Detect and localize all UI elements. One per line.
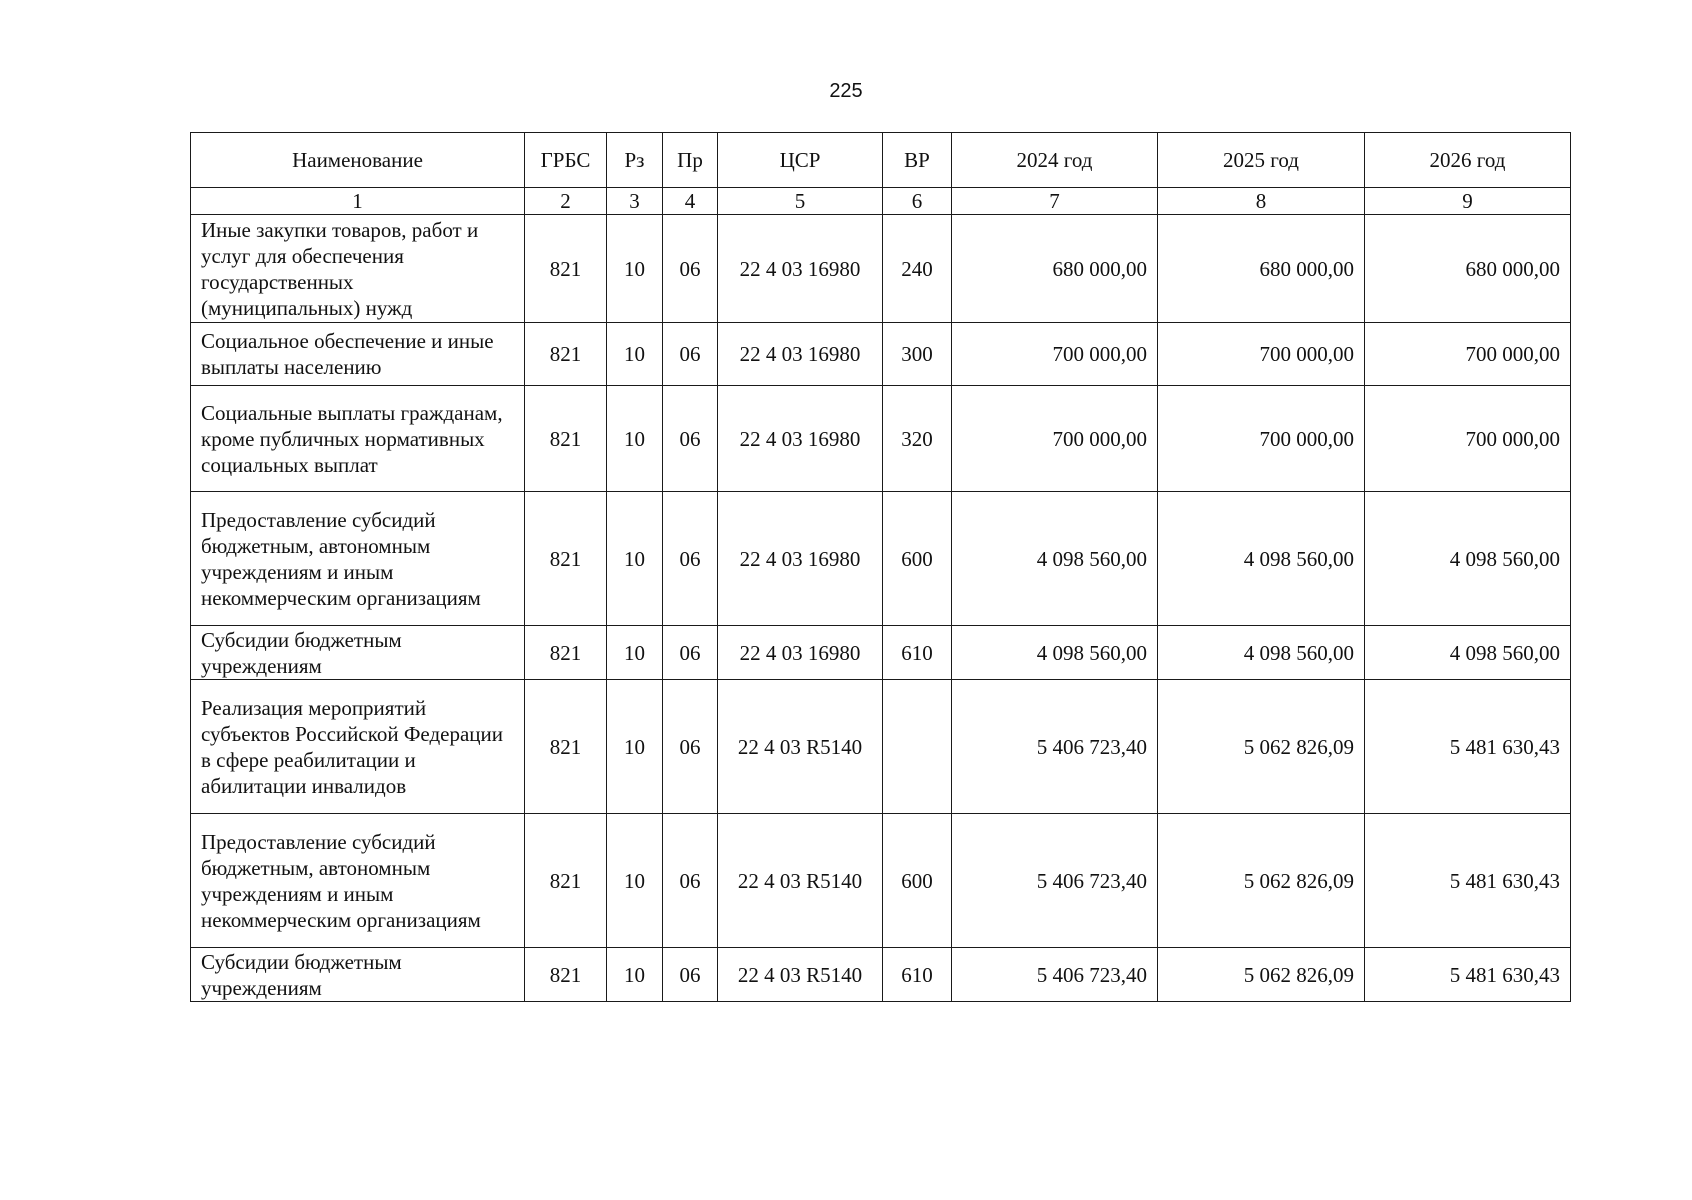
row-2026: 680 000,00 bbox=[1365, 215, 1571, 323]
row-rz: 10 bbox=[607, 492, 663, 626]
column-number: 4 bbox=[663, 188, 718, 215]
row-2026: 5 481 630,43 bbox=[1365, 814, 1571, 948]
row-pr: 06 bbox=[663, 626, 718, 680]
header-2024: 2024 год bbox=[952, 133, 1158, 188]
row-grbs: 821 bbox=[525, 680, 607, 814]
row-2025: 700 000,00 bbox=[1158, 323, 1365, 386]
table-row bbox=[191, 814, 1571, 948]
row-name: Субсидии бюджетным учреждениям bbox=[191, 626, 525, 680]
header-csr: ЦСР bbox=[718, 133, 883, 188]
header-grbs: ГРБС bbox=[525, 133, 607, 188]
row-pr: 06 bbox=[663, 215, 718, 323]
column-number: 1 bbox=[191, 188, 525, 215]
column-number: 3 bbox=[607, 188, 663, 215]
row-2024: 5 406 723,40 bbox=[952, 680, 1158, 814]
row-pr: 06 bbox=[663, 323, 718, 386]
row-name: Социальные выплаты гражданам, кроме публичных нормативных социальных выплат bbox=[191, 386, 525, 492]
row-pr: 06 bbox=[663, 814, 718, 948]
row-rz: 10 bbox=[607, 386, 663, 492]
table-row bbox=[191, 386, 1571, 492]
column-number: 7 bbox=[952, 188, 1158, 215]
page-number: 225 bbox=[829, 80, 863, 102]
row-2026: 5 481 630,43 bbox=[1365, 680, 1571, 814]
row-rz: 10 bbox=[607, 814, 663, 948]
row-name: Реализация мероприятий субъектов Российской Федерации в сфере реабилитации и абилитации инвалидов bbox=[191, 680, 525, 814]
header-name: Наименование bbox=[191, 133, 525, 188]
table-row bbox=[191, 492, 1571, 626]
row-csr: 22 4 03 R5140 bbox=[718, 680, 883, 814]
row-pr: 06 bbox=[663, 492, 718, 626]
row-2024: 4 098 560,00 bbox=[952, 492, 1158, 626]
row-rz: 10 bbox=[607, 323, 663, 386]
table-row bbox=[191, 215, 1571, 323]
row-2026: 4 098 560,00 bbox=[1365, 626, 1571, 680]
row-grbs: 821 bbox=[525, 323, 607, 386]
row-csr: 22 4 03 R5140 bbox=[718, 948, 883, 1002]
row-2025: 5 062 826,09 bbox=[1158, 814, 1365, 948]
column-number: 8 bbox=[1158, 188, 1365, 215]
row-grbs: 821 bbox=[525, 386, 607, 492]
row-2025: 700 000,00 bbox=[1158, 386, 1365, 492]
column-number: 9 bbox=[1365, 188, 1571, 215]
budget-table bbox=[190, 132, 1571, 1002]
row-grbs: 821 bbox=[525, 948, 607, 1002]
row-rz: 10 bbox=[607, 626, 663, 680]
row-2026: 5 481 630,43 bbox=[1365, 948, 1571, 1002]
row-rz: 10 bbox=[607, 215, 663, 323]
table-row bbox=[191, 680, 1571, 814]
row-2024: 700 000,00 bbox=[952, 386, 1158, 492]
row-rz: 10 bbox=[607, 680, 663, 814]
row-name: Предоставление субсидий бюджетным, автономным учреждениям и иным некоммерческим организациям bbox=[191, 814, 525, 948]
row-vr: 320 bbox=[883, 386, 952, 492]
column-number: 5 bbox=[718, 188, 883, 215]
row-name: Субсидии бюджетным учреждениям bbox=[191, 948, 525, 1002]
row-2025: 680 000,00 bbox=[1158, 215, 1365, 323]
row-csr: 22 4 03 R5140 bbox=[718, 814, 883, 948]
row-vr: 300 bbox=[883, 323, 952, 386]
column-number: 6 bbox=[883, 188, 952, 215]
table-row bbox=[191, 948, 1571, 1002]
table-row bbox=[191, 626, 1571, 680]
row-pr: 06 bbox=[663, 948, 718, 1002]
row-csr: 22 4 03 16980 bbox=[718, 323, 883, 386]
header-rz: Рз bbox=[607, 133, 663, 188]
row-2026: 4 098 560,00 bbox=[1365, 492, 1571, 626]
row-grbs: 821 bbox=[525, 492, 607, 626]
row-vr bbox=[883, 680, 952, 814]
row-pr: 06 bbox=[663, 386, 718, 492]
row-2026: 700 000,00 bbox=[1365, 386, 1571, 492]
header-pr: Пр bbox=[663, 133, 718, 188]
row-csr: 22 4 03 16980 bbox=[718, 386, 883, 492]
row-csr: 22 4 03 16980 bbox=[718, 215, 883, 323]
header-row bbox=[191, 133, 1571, 188]
row-2024: 700 000,00 bbox=[952, 323, 1158, 386]
row-vr: 610 bbox=[883, 626, 952, 680]
row-csr: 22 4 03 16980 bbox=[718, 626, 883, 680]
row-2025: 4 098 560,00 bbox=[1158, 492, 1365, 626]
row-vr: 610 bbox=[883, 948, 952, 1002]
row-vr: 600 bbox=[883, 814, 952, 948]
row-grbs: 821 bbox=[525, 215, 607, 323]
row-2024: 5 406 723,40 bbox=[952, 948, 1158, 1002]
row-2024: 4 098 560,00 bbox=[952, 626, 1158, 680]
row-grbs: 821 bbox=[525, 626, 607, 680]
row-2025: 5 062 826,09 bbox=[1158, 948, 1365, 1002]
header-2026: 2026 год bbox=[1365, 133, 1571, 188]
row-vr: 600 bbox=[883, 492, 952, 626]
header-vr: ВР bbox=[883, 133, 952, 188]
column-number-row bbox=[191, 188, 1571, 215]
row-2025: 5 062 826,09 bbox=[1158, 680, 1365, 814]
column-number: 2 bbox=[525, 188, 607, 215]
row-pr: 06 bbox=[663, 680, 718, 814]
row-2024: 680 000,00 bbox=[952, 215, 1158, 323]
row-2025: 4 098 560,00 bbox=[1158, 626, 1365, 680]
header-2025: 2025 год bbox=[1158, 133, 1365, 188]
row-2026: 700 000,00 bbox=[1365, 323, 1571, 386]
row-vr: 240 bbox=[883, 215, 952, 323]
row-grbs: 821 bbox=[525, 814, 607, 948]
row-2024: 5 406 723,40 bbox=[952, 814, 1158, 948]
row-rz: 10 bbox=[607, 948, 663, 1002]
row-csr: 22 4 03 16980 bbox=[718, 492, 883, 626]
row-name: Предоставление субсидий бюджетным, автономным учреждениям и иным некоммерческим организациям bbox=[191, 492, 525, 626]
row-name: Иные закупки товаров, работ и услуг для обеспечения государственных (муниципальных) нужд bbox=[191, 215, 525, 323]
table-row bbox=[191, 323, 1571, 386]
row-name: Социальное обеспечение и иные выплаты населению bbox=[191, 323, 525, 386]
